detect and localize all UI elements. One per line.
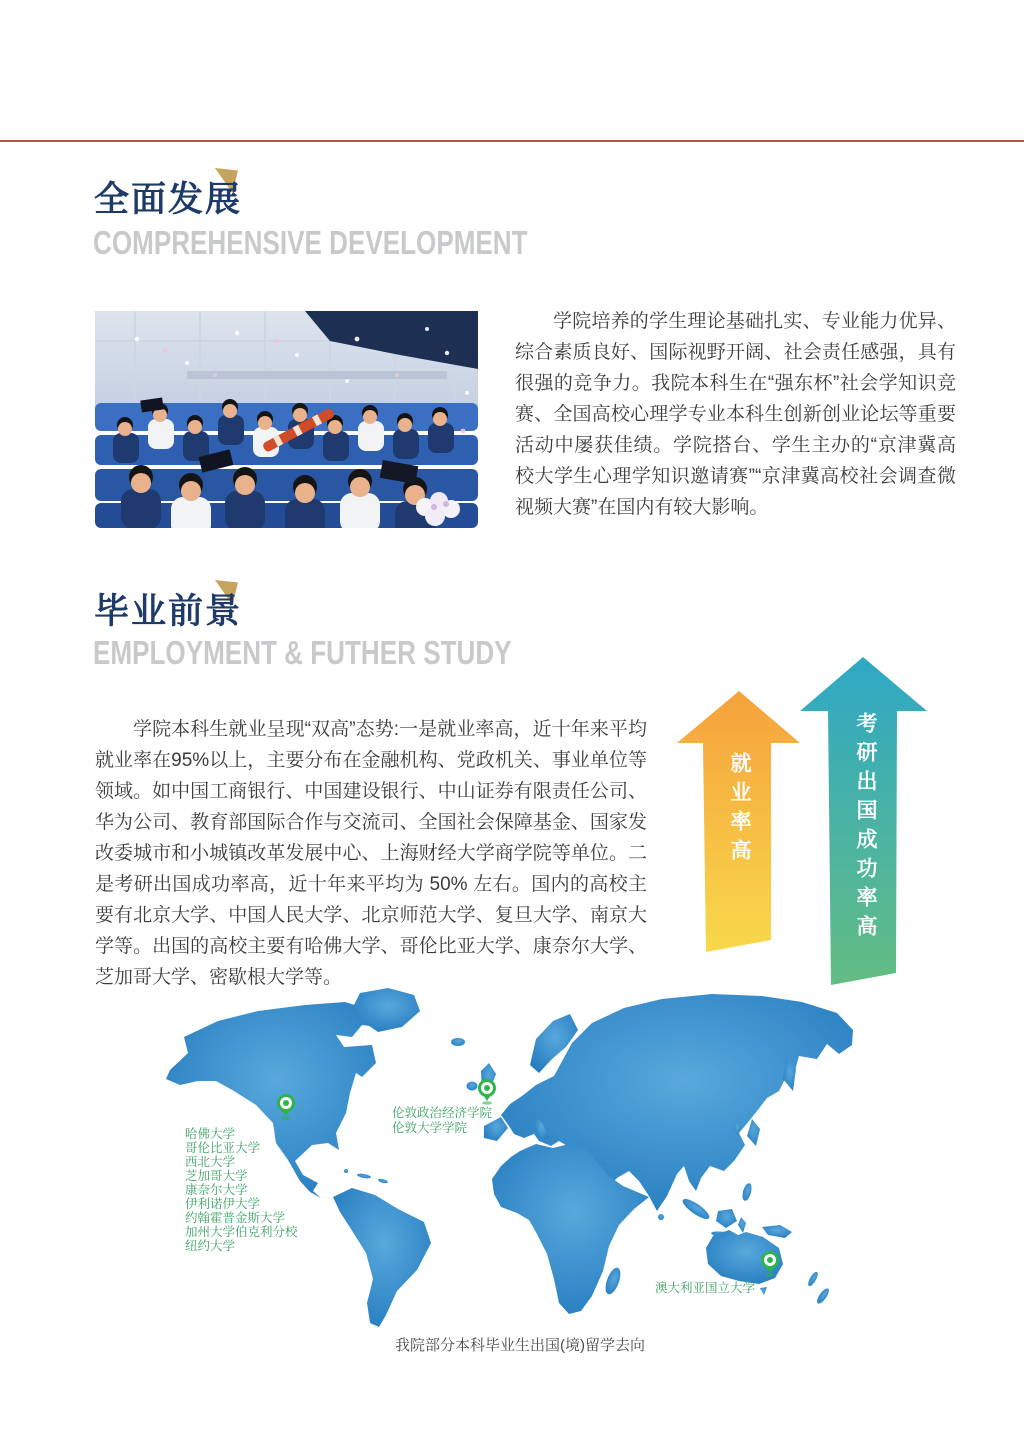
map-label-line: 康奈尔大学 xyxy=(185,1183,248,1197)
map-label-line: 纽约大学 xyxy=(185,1239,236,1253)
section2-subtitle: EMPLOYMENT & FUTHER STUDY xyxy=(93,634,512,671)
section1-body-text: 学院培养的学生理论基础扎实、专业能力优异、综合素质良好、国际视野开阔、社会责任感强，具有很强的竞争力。我院本科生在“强东杯”社会学知识竞赛、全国高校心理学专业本科生创新创业论坛等重要活动中屡获佳绩。学院搭台、学生主办的“京津冀高校大学生心理学知识邀请赛”“京津冀高校社会调查微视频大赛”在国内有较大影响。 xyxy=(515,311,956,518)
map-label-line: 约翰霍普金斯大学 xyxy=(185,1211,286,1225)
map-label-line: 哈佛大学 xyxy=(185,1127,236,1141)
au-university-label: 澳大利亚国立大学 xyxy=(655,1281,756,1295)
section2-title: 毕业前景 xyxy=(94,592,243,631)
us-universities-list xyxy=(185,1127,298,1253)
section2-body-text: 学院本科生就业呈现“双高”态势:一是就业率高，近十年来平均就业率在95%以上，主要分布在金融机构、党政机关、事业单位等领域。如中国工商银行、中国建设银行、中山证券有限责任公司、华为公司、教育部国际合作与交流司、全国社会保障基金、国家发改委城市和小城镇改革发展中心、上海财经大学商学院等单位。二是考研出国成功率高，近十年来平均为 50% 左右。国内的高校主要有北京大学、中国人民大学、北京师范大学、复旦大学、南京大学等。出国的高校主要有哈佛大学、哥伦比亚大学、康奈尔大学、芝加哥大学、密歇根大学等。 xyxy=(95,719,647,988)
map-caption: 我院部分本科毕业生出国(境)留学去向 xyxy=(395,1337,645,1354)
map-label-line: 伦敦大学学院 xyxy=(392,1121,468,1135)
map-label-line: 伊利诺伊大学 xyxy=(185,1197,261,1211)
map-pin-uk xyxy=(480,1081,495,1105)
map-south-america xyxy=(333,1188,431,1327)
section1-subtitle: COMPREHENSIVE DEVELOPMENT xyxy=(93,224,528,261)
growth-arrows-graphic xyxy=(655,645,945,995)
map-label-line: 伦敦政治经济学院 xyxy=(392,1106,493,1120)
map-greenland xyxy=(354,988,420,1032)
map-label-line: 芝加哥大学 xyxy=(185,1169,248,1183)
map-label-line: 加州大学伯克利分校 xyxy=(185,1225,298,1239)
further-study-arrow-label: 考研出国成功率高 xyxy=(854,712,877,944)
employment-arrow-label: 就业率高 xyxy=(728,752,751,868)
map-label-line: 西北大学 xyxy=(185,1155,236,1169)
map-label-line: 哥伦比亚大学 xyxy=(185,1141,261,1155)
top-divider-rule xyxy=(0,140,1024,142)
graduation-photo-art xyxy=(95,311,478,528)
graduation-ceremony-photo xyxy=(95,311,478,528)
section1-title: 全面发展 xyxy=(94,180,243,219)
uk-universities-list xyxy=(392,1106,492,1136)
